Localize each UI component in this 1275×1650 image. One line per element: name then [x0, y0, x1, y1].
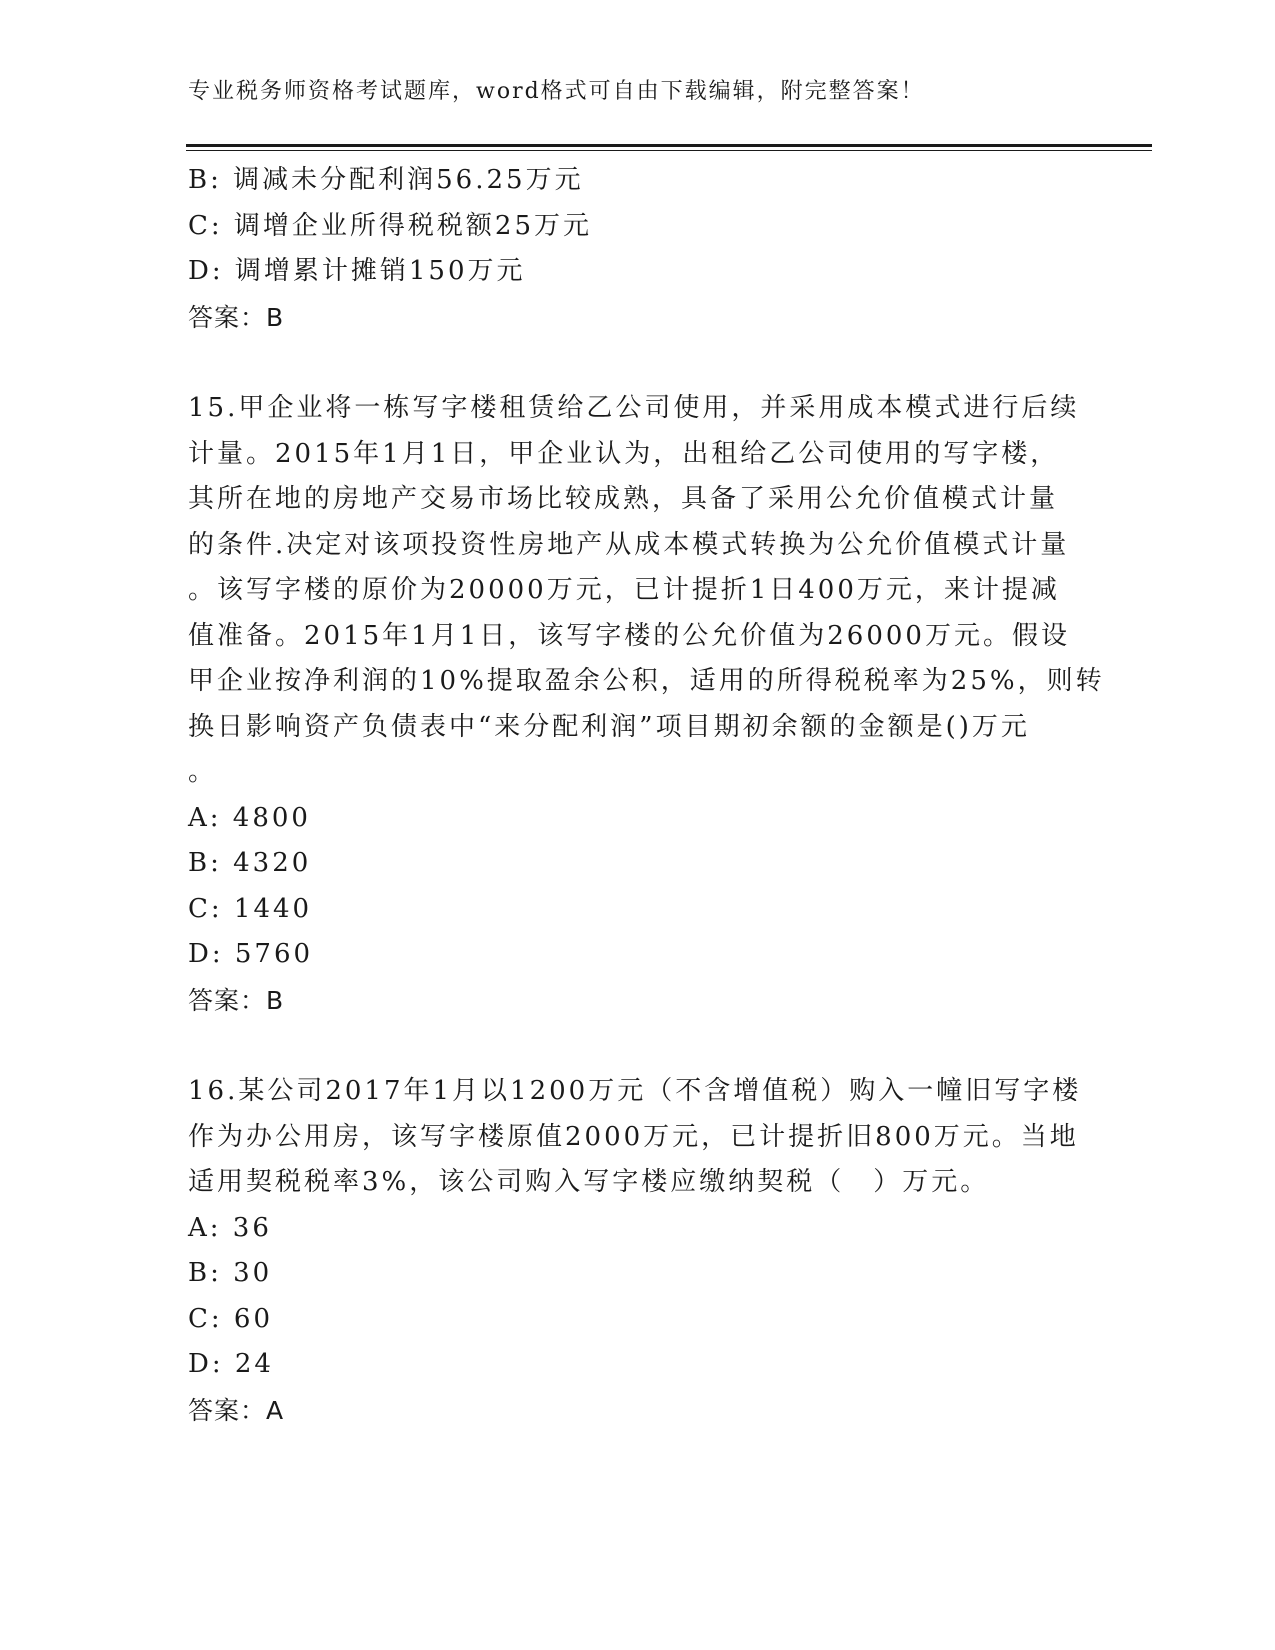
question-text-line: 的条件.决定对该项投资性房地产从成本模式转换为公允价值模式计量	[188, 529, 1070, 560]
question-text-line: 适用契税税率3%，该公司购入写字楼应缴纳契税（ ）万元。	[188, 1167, 990, 1197]
header-rule-thin	[186, 150, 1152, 151]
question-text-line: 。	[188, 757, 218, 787]
question-text-line: 。该写字楼的原价为20000万元，已计提折1日400万元，来计提减	[188, 575, 1060, 605]
option-a: A: 36	[188, 1212, 272, 1243]
option-d: D: 24	[188, 1349, 274, 1379]
answer: 答案：B	[188, 302, 285, 332]
option-c: C: 60	[188, 1303, 274, 1334]
prev-question	[188, 158, 1088, 340]
question-text-line: 15.甲企业将一栋写字楼租赁给乙公司使用，并采用成本模式进行后续	[188, 393, 1080, 423]
option-b: B: 调减未分配利润56.25万元	[188, 165, 584, 195]
option-c: C: 调增企业所得税税额25万元	[188, 210, 593, 241]
option-b: B: 4320	[188, 848, 312, 878]
option-b: B: 30	[188, 1258, 273, 1288]
question-text-line: 值准备。2015年1月1日，该写字楼的公允价值为26000万元。假设	[188, 620, 1070, 651]
question-text-line: 其所在地的房地产交易市场比较成熟，具备了采用公允价值模式计量	[188, 484, 1059, 514]
question-text-line: 甲企业按净利润的10%提取盈余公积，适用的所得税税率为25%，则转	[188, 666, 1105, 696]
question-text-line: 作为办公用房，该写字楼原值2000万元，已计提折旧800万元。当地	[188, 1121, 1079, 1152]
question-text-line: 16.某公司2017年1月以1200万元（不含增值税）购入一幢旧写字楼	[188, 1076, 1082, 1106]
question-16	[188, 1069, 1088, 1433]
option-c: C: 1440	[188, 893, 313, 924]
question-text-line: 换日影响资产负债表中“来分配利润”项目期初余额的金额是()万元	[188, 711, 1030, 742]
question-text-line: 计量。2015年1月1日，甲企业认为，出租给乙公司使用的写字楼，	[188, 438, 1060, 469]
answer: 答案：B	[188, 985, 285, 1015]
option-a: A: 4800	[188, 802, 311, 833]
question-content	[188, 158, 1105, 1433]
header-rule-thick	[186, 144, 1152, 147]
option-d: D: 调增累计摊销150万元	[188, 256, 526, 286]
option-d: D: 5760	[188, 939, 314, 969]
page-header: 专业税务师资格考试题库，word格式可自由下载编辑，附完整答案！	[188, 79, 925, 104]
answer: 答案：A	[188, 1395, 285, 1425]
question-15	[188, 386, 1105, 1023]
